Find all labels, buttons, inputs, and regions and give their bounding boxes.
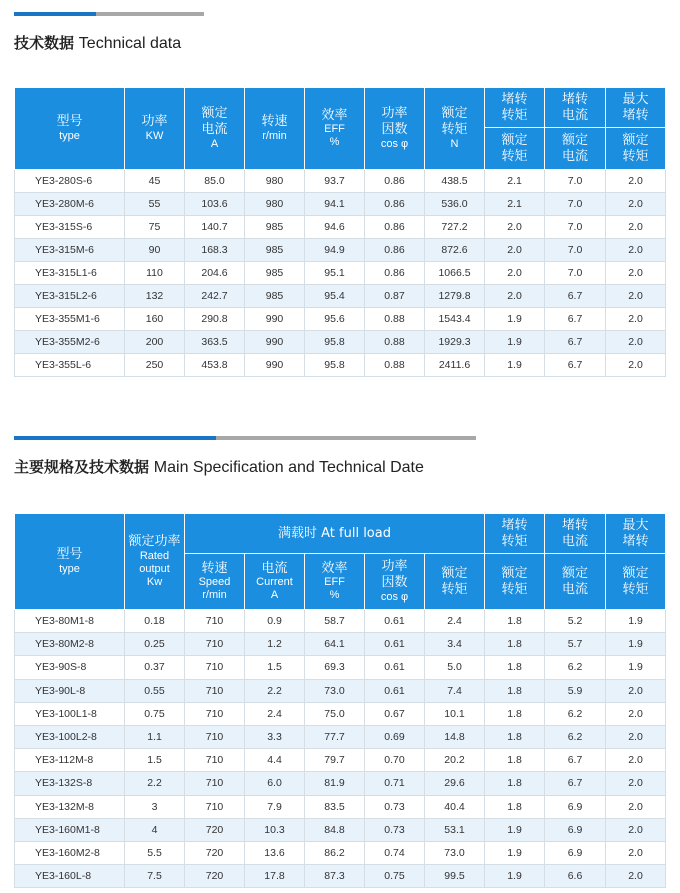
value-cell: 1.8	[485, 749, 545, 772]
value-cell: 7.0	[545, 262, 606, 285]
value-cell: 1.9	[606, 633, 666, 656]
value-cell: 7.0	[545, 193, 606, 216]
col-locked-current-sub: 额定 电流	[545, 128, 606, 170]
value-cell: 0.88	[365, 308, 425, 331]
value-cell: 0.61	[365, 610, 425, 633]
value-cell: 6.9	[545, 818, 606, 841]
value-cell: 0.86	[365, 262, 425, 285]
value-cell: 0.86	[365, 170, 425, 193]
model-cell: YE3-160M1-8	[15, 818, 125, 841]
table-row	[15, 841, 666, 864]
value-cell: 5.2	[545, 610, 606, 633]
value-cell: 2.0	[606, 193, 666, 216]
value-cell: 132	[125, 285, 185, 308]
value-cell: 84.8	[305, 818, 365, 841]
table-row	[15, 702, 666, 725]
value-cell: 438.5	[425, 170, 485, 193]
value-cell: 1.9	[485, 354, 545, 377]
model-cell: YE3-112M-8	[15, 749, 125, 772]
value-cell: 727.2	[425, 216, 485, 239]
value-cell: 93.7	[305, 170, 365, 193]
value-cell: 87.3	[305, 865, 365, 888]
value-cell: 1.8	[485, 795, 545, 818]
value-cell: 81.9	[305, 772, 365, 795]
value-cell: 0.86	[365, 216, 425, 239]
value-cell: 985	[245, 262, 305, 285]
value-cell: 40.4	[425, 795, 485, 818]
model-cell: YE3-315S-6	[15, 216, 125, 239]
value-cell: 83.5	[305, 795, 365, 818]
table-row	[15, 285, 666, 308]
value-cell: 0.69	[365, 725, 425, 748]
table-row	[15, 610, 666, 633]
value-cell: 710	[185, 610, 245, 633]
value-cell: 94.1	[305, 193, 365, 216]
value-cell: 453.8	[185, 354, 245, 377]
value-cell: 6.0	[245, 772, 305, 795]
value-cell: 95.4	[305, 285, 365, 308]
value-cell: 0.86	[365, 239, 425, 262]
value-cell: 2.0	[606, 702, 666, 725]
value-cell: 710	[185, 656, 245, 679]
value-cell: 2.0	[485, 262, 545, 285]
value-cell: 17.8	[245, 865, 305, 888]
value-cell: 0.87	[365, 285, 425, 308]
value-cell: 2.0	[485, 216, 545, 239]
value-cell: 2.0	[606, 170, 666, 193]
col-locked-torque-sub: 额定 转矩	[485, 128, 545, 170]
value-cell: 0.73	[365, 818, 425, 841]
value-cell: 0.86	[365, 193, 425, 216]
value-cell: 2.1	[485, 170, 545, 193]
value-cell: 75.0	[305, 702, 365, 725]
model-cell: YE3-315M-6	[15, 239, 125, 262]
table-row	[15, 749, 666, 772]
value-cell: 13.6	[245, 841, 305, 864]
value-cell: 7.0	[545, 216, 606, 239]
value-cell: 2.0	[606, 239, 666, 262]
col-rated-output: 额定功率 Rated output Kw	[125, 514, 185, 610]
value-cell: 2.0	[606, 841, 666, 864]
table-row	[15, 170, 666, 193]
value-cell: 45	[125, 170, 185, 193]
model-cell: YE3-90S-8	[15, 656, 125, 679]
section2-title-en: Main Specification and Technical Date	[153, 459, 424, 476]
value-cell: 1.9	[485, 841, 545, 864]
table-row	[15, 633, 666, 656]
value-cell: 1.8	[485, 679, 545, 702]
value-cell: 980	[245, 193, 305, 216]
value-cell: 1.8	[485, 772, 545, 795]
value-cell: 2.2	[125, 772, 185, 795]
value-cell: 985	[245, 239, 305, 262]
value-cell: 95.6	[305, 308, 365, 331]
col-max-torque: 最大 堵转	[606, 88, 666, 128]
value-cell: 0.88	[365, 331, 425, 354]
value-cell: 200	[125, 331, 185, 354]
value-cell: 73.0	[425, 841, 485, 864]
value-cell: 7.0	[545, 239, 606, 262]
value-cell: 73.0	[305, 679, 365, 702]
value-cell: 55	[125, 193, 185, 216]
value-cell: 6.7	[545, 354, 606, 377]
value-cell: 2.0	[485, 285, 545, 308]
value-cell: 86.2	[305, 841, 365, 864]
section2-title	[14, 456, 424, 477]
value-cell: 95.8	[305, 331, 365, 354]
value-cell: 140.7	[185, 216, 245, 239]
value-cell: 1.5	[245, 656, 305, 679]
value-cell: 990	[245, 331, 305, 354]
section1-title-zh: 技术数据	[14, 34, 75, 52]
value-cell: 710	[185, 772, 245, 795]
col-type: 型号 type	[15, 88, 125, 170]
value-cell: 1.9	[606, 656, 666, 679]
table-row	[15, 725, 666, 748]
value-cell: 3	[125, 795, 185, 818]
model-cell: YE3-160L-8	[15, 865, 125, 888]
value-cell: 160	[125, 308, 185, 331]
value-cell: 7.9	[245, 795, 305, 818]
table-row	[15, 772, 666, 795]
col-type: 型号 type	[15, 514, 125, 610]
value-cell: 95.8	[305, 354, 365, 377]
model-cell: YE3-100L1-8	[15, 702, 125, 725]
col-power: 功率 KW	[125, 88, 185, 170]
value-cell: 2.0	[606, 285, 666, 308]
model-cell: YE3-132M-8	[15, 795, 125, 818]
value-cell: 0.25	[125, 633, 185, 656]
model-cell: YE3-100L2-8	[15, 725, 125, 748]
model-cell: YE3-315L1-6	[15, 262, 125, 285]
col-torque: 额定 转矩 N	[425, 88, 485, 170]
value-cell: 1.5	[125, 749, 185, 772]
value-cell: 5.9	[545, 679, 606, 702]
value-cell: 204.6	[185, 262, 245, 285]
value-cell: 4.4	[245, 749, 305, 772]
value-cell: 1.8	[485, 633, 545, 656]
value-cell: 710	[185, 795, 245, 818]
section2-title-zh: 主要规格及技术数据	[14, 458, 150, 476]
value-cell: 720	[185, 841, 245, 864]
model-cell: YE3-132S-8	[15, 772, 125, 795]
col-max-torque-sub: 额定 转矩	[606, 554, 666, 610]
value-cell: 2.0	[606, 354, 666, 377]
value-cell: 0.71	[365, 772, 425, 795]
col-torque: 额定 转矩	[425, 554, 485, 610]
model-cell: YE3-355L-6	[15, 354, 125, 377]
value-cell: 5.5	[125, 841, 185, 864]
value-cell: 6.7	[545, 285, 606, 308]
value-cell: 6.2	[545, 702, 606, 725]
value-cell: 1.9	[485, 865, 545, 888]
model-cell: YE3-355M2-6	[15, 331, 125, 354]
section1-divider	[14, 12, 204, 16]
value-cell: 6.9	[545, 795, 606, 818]
col-efficiency: 效率 EFF %	[305, 88, 365, 170]
value-cell: 1543.4	[425, 308, 485, 331]
value-cell: 985	[245, 216, 305, 239]
value-cell: 720	[185, 865, 245, 888]
value-cell: 103.6	[185, 193, 245, 216]
value-cell: 2.0	[606, 679, 666, 702]
technical-data-table	[14, 87, 666, 377]
model-cell: YE3-355M1-6	[15, 308, 125, 331]
model-cell: YE3-315L2-6	[15, 285, 125, 308]
model-cell: YE3-80M1-8	[15, 610, 125, 633]
value-cell: 95.1	[305, 262, 365, 285]
value-cell: 985	[245, 285, 305, 308]
value-cell: 710	[185, 725, 245, 748]
table-row	[15, 262, 666, 285]
value-cell: 1.8	[485, 702, 545, 725]
value-cell: 2.0	[606, 749, 666, 772]
value-cell: 6.2	[545, 656, 606, 679]
value-cell: 0.61	[365, 679, 425, 702]
section1-title	[14, 32, 181, 53]
col-locked-current: 堵转 电流	[545, 88, 606, 128]
value-cell: 720	[185, 818, 245, 841]
value-cell: 990	[245, 308, 305, 331]
value-cell: 250	[125, 354, 185, 377]
value-cell: 1.9	[485, 331, 545, 354]
value-cell: 5.0	[425, 656, 485, 679]
value-cell: 1.2	[245, 633, 305, 656]
value-cell: 75	[125, 216, 185, 239]
value-cell: 1929.3	[425, 331, 485, 354]
col-locked-current: 堵转 电流	[545, 514, 606, 554]
value-cell: 7.5	[125, 865, 185, 888]
col-efficiency: 效率 EFF %	[305, 554, 365, 610]
value-cell: 0.9	[245, 610, 305, 633]
value-cell: 0.55	[125, 679, 185, 702]
value-cell: 6.7	[545, 749, 606, 772]
value-cell: 14.8	[425, 725, 485, 748]
col-group-full-load: 满载时 At full load	[185, 514, 485, 554]
value-cell: 0.88	[365, 354, 425, 377]
table-row	[15, 193, 666, 216]
value-cell: 168.3	[185, 239, 245, 262]
value-cell: 2.2	[245, 679, 305, 702]
value-cell: 872.6	[425, 239, 485, 262]
value-cell: 99.5	[425, 865, 485, 888]
value-cell: 710	[185, 702, 245, 725]
col-max-torque-sub: 额定 转矩	[606, 128, 666, 170]
value-cell: 6.9	[545, 841, 606, 864]
value-cell: 0.73	[365, 795, 425, 818]
value-cell: 2.0	[606, 725, 666, 748]
value-cell: 1066.5	[425, 262, 485, 285]
value-cell: 6.7	[545, 331, 606, 354]
value-cell: 363.5	[185, 331, 245, 354]
value-cell: 1.9	[485, 818, 545, 841]
table-row	[15, 865, 666, 888]
table-row	[15, 795, 666, 818]
col-max-torque: 最大 堵转	[606, 514, 666, 554]
value-cell: 53.1	[425, 818, 485, 841]
section2-divider	[14, 436, 476, 440]
table-row	[15, 308, 666, 331]
value-cell: 980	[245, 170, 305, 193]
value-cell: 69.3	[305, 656, 365, 679]
value-cell: 710	[185, 749, 245, 772]
value-cell: 7.0	[545, 170, 606, 193]
value-cell: 2.0	[606, 795, 666, 818]
col-power-factor: 功率 因数 cos φ	[365, 554, 425, 610]
value-cell: 10.1	[425, 702, 485, 725]
value-cell: 2.0	[606, 216, 666, 239]
value-cell: 290.8	[185, 308, 245, 331]
col-speed: 转速 Speed r/min	[185, 554, 245, 610]
value-cell: 2.4	[245, 702, 305, 725]
table-row	[15, 239, 666, 262]
model-cell: YE3-80M2-8	[15, 633, 125, 656]
value-cell: 242.7	[185, 285, 245, 308]
value-cell: 710	[185, 633, 245, 656]
col-locked-torque-sub: 额定 转矩	[485, 554, 545, 610]
value-cell: 1.9	[606, 610, 666, 633]
value-cell: 6.7	[545, 772, 606, 795]
value-cell: 0.18	[125, 610, 185, 633]
value-cell: 0.61	[365, 633, 425, 656]
value-cell: 2411.6	[425, 354, 485, 377]
value-cell: 94.9	[305, 239, 365, 262]
value-cell: 58.7	[305, 610, 365, 633]
value-cell: 2.0	[606, 772, 666, 795]
value-cell: 1.8	[485, 610, 545, 633]
value-cell: 2.1	[485, 193, 545, 216]
value-cell: 1.1	[125, 725, 185, 748]
table-row	[15, 354, 666, 377]
value-cell: 0.75	[365, 865, 425, 888]
value-cell: 64.1	[305, 633, 365, 656]
value-cell: 77.7	[305, 725, 365, 748]
value-cell: 536.0	[425, 193, 485, 216]
value-cell: 6.6	[545, 865, 606, 888]
value-cell: 2.0	[606, 262, 666, 285]
value-cell: 0.70	[365, 749, 425, 772]
section1-title-en: Technical data	[78, 35, 182, 52]
value-cell: 1.9	[485, 308, 545, 331]
value-cell: 85.0	[185, 170, 245, 193]
model-cell: YE3-280S-6	[15, 170, 125, 193]
value-cell: 1.8	[485, 656, 545, 679]
value-cell: 2.0	[606, 308, 666, 331]
col-speed: 转速 r/min	[245, 88, 305, 170]
col-power-factor: 功率 因数 cos φ	[365, 88, 425, 170]
value-cell: 7.4	[425, 679, 485, 702]
value-cell: 3.3	[245, 725, 305, 748]
value-cell: 0.75	[125, 702, 185, 725]
value-cell: 110	[125, 262, 185, 285]
value-cell: 2.4	[425, 610, 485, 633]
value-cell: 3.4	[425, 633, 485, 656]
value-cell: 0.67	[365, 702, 425, 725]
table-row	[15, 656, 666, 679]
value-cell: 2.0	[485, 239, 545, 262]
value-cell: 1.8	[485, 725, 545, 748]
value-cell: 29.6	[425, 772, 485, 795]
table-row	[15, 216, 666, 239]
col-locked-current-sub: 额定 电流	[545, 554, 606, 610]
model-cell: YE3-280M-6	[15, 193, 125, 216]
model-cell: YE3-160M2-8	[15, 841, 125, 864]
value-cell: 6.2	[545, 725, 606, 748]
value-cell: 990	[245, 354, 305, 377]
value-cell: 94.6	[305, 216, 365, 239]
value-cell: 710	[185, 679, 245, 702]
value-cell: 6.7	[545, 308, 606, 331]
value-cell: 10.3	[245, 818, 305, 841]
table-row	[15, 679, 666, 702]
value-cell: 90	[125, 239, 185, 262]
col-locked-torque: 堵转 转矩	[485, 88, 545, 128]
col-current: 电流 Current A	[245, 554, 305, 610]
value-cell: 0.74	[365, 841, 425, 864]
col-current: 额定 电流 A	[185, 88, 245, 170]
col-locked-torque: 堵转 转矩	[485, 514, 545, 554]
value-cell: 20.2	[425, 749, 485, 772]
value-cell: 1279.8	[425, 285, 485, 308]
value-cell: 2.0	[606, 865, 666, 888]
table-row	[15, 331, 666, 354]
model-cell: YE3-90L-8	[15, 679, 125, 702]
value-cell: 79.7	[305, 749, 365, 772]
value-cell: 4	[125, 818, 185, 841]
value-cell: 0.37	[125, 656, 185, 679]
value-cell: 0.61	[365, 656, 425, 679]
value-cell: 2.0	[606, 818, 666, 841]
table-row	[15, 818, 666, 841]
value-cell: 2.0	[606, 331, 666, 354]
main-specification-table	[14, 513, 666, 888]
value-cell: 5.7	[545, 633, 606, 656]
